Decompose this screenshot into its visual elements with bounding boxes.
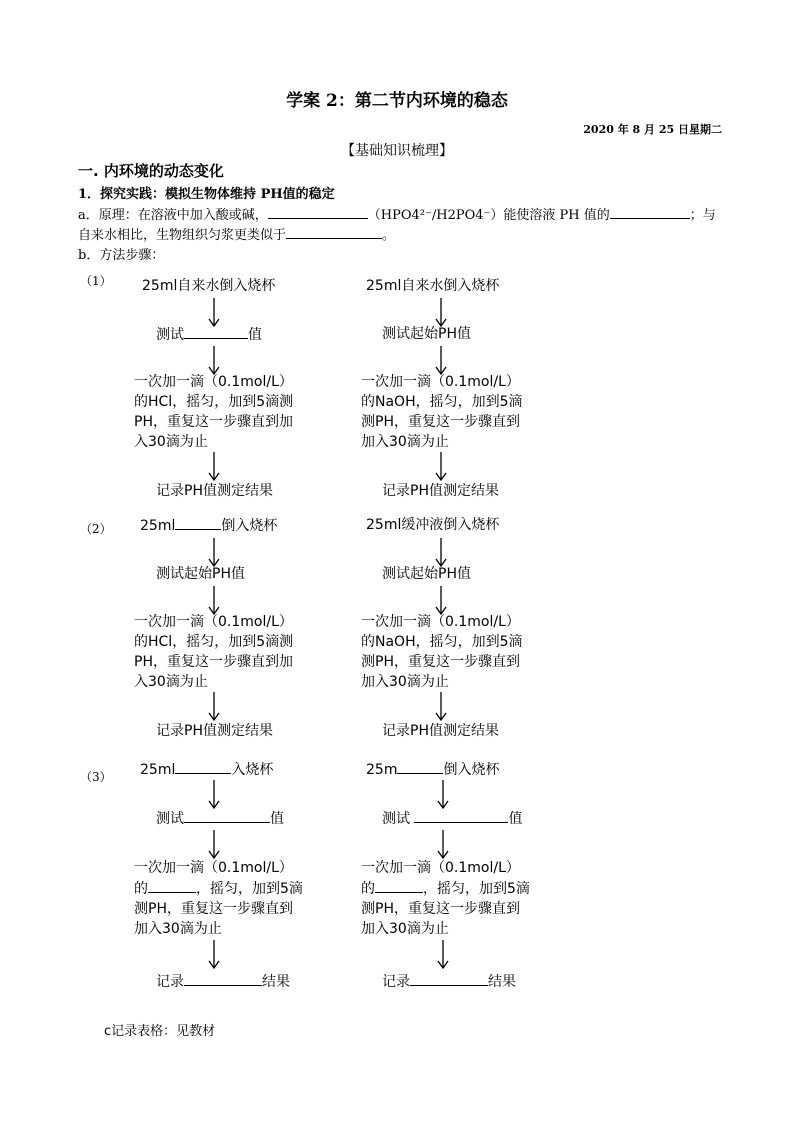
test-prefix: 测试	[156, 811, 184, 827]
exp3-left-record	[156, 971, 290, 992]
exp2-left-start	[140, 515, 277, 536]
blank-field	[184, 808, 270, 823]
blank-field	[610, 204, 690, 219]
exp1-left-add: 一次加一滴（0.1mol/L）的HCl，摇匀，加到5滴测PH，重复这一步骤直到加入30滴为止	[134, 374, 294, 450]
arrow-down-icon	[208, 780, 220, 810]
exp3-right-test	[382, 808, 522, 829]
page-title: 学案 2：第二节内环境的稳态	[286, 91, 508, 111]
exp1-left-test	[156, 324, 262, 345]
exp2-left-record: 记录PH值测定结果	[156, 723, 273, 739]
exp2-right-test: 测试起始PH值	[382, 566, 471, 582]
start-suffix: 倒入烧杯	[443, 762, 500, 778]
arrow-down-icon	[437, 830, 449, 860]
arrow-down-icon	[437, 940, 449, 970]
blank-field	[148, 878, 196, 893]
exp2-left-test: 测试起始PH值	[156, 566, 245, 582]
principle-line2-end: 。	[382, 228, 396, 243]
test-suffix: 值	[508, 811, 523, 827]
principle-end: ；与	[689, 208, 716, 223]
principle-mid: （HPO4²⁻/H2PO4⁻）能使溶液 PH 值的	[367, 208, 610, 223]
principle-line2-prefix: 自来水相比，生物组织匀浆更类似于	[78, 228, 287, 243]
exp2-right-add: 一次加一滴（0.1mol/L）的NaOH，摇匀，加到5滴测PH，重复这一步骤直到加入30滴为止	[361, 614, 523, 690]
blank-field	[268, 204, 368, 219]
blank-field	[410, 971, 488, 986]
test-suffix: 值	[270, 811, 284, 827]
blank-field	[375, 878, 423, 893]
exp1-right-record: 记录PH值测定结果	[382, 483, 499, 499]
blank-field	[414, 808, 508, 823]
principle-line-1	[78, 204, 716, 223]
blank-field	[175, 515, 221, 530]
arrow-down-icon	[435, 692, 447, 722]
blank-field	[175, 759, 231, 774]
exp2-right-record: 记录PH值测定结果	[382, 723, 499, 739]
arrow-down-icon	[208, 692, 220, 722]
principle-prefix: a．原理：在溶液中加入酸或碱，	[78, 208, 268, 223]
step-label-3: （3）	[80, 770, 112, 784]
section-heading: 【基础知识梳理】	[341, 143, 453, 159]
subheading-experiment: 1．探究实践：模拟生物体维持 PH值的稳定	[78, 187, 335, 202]
date-line: 2020 年 8 月 25 日星期二	[583, 123, 722, 136]
record-prefix: 记录	[156, 974, 184, 990]
exp3-right-start	[366, 759, 499, 780]
add-suffix: ，摇匀，加到5滴测PH，重复这一步骤直到加入30滴为止	[361, 881, 530, 937]
blank-field	[184, 971, 262, 986]
exp1-left-record: 记录PH值测定结果	[156, 483, 273, 499]
exp3-right-record	[382, 971, 516, 992]
arrow-down-icon	[437, 780, 449, 810]
method-label: b．方法步骤：	[78, 248, 165, 263]
add-prefix: 一次加一滴（0.1mol/L）的	[134, 860, 293, 897]
principle-line-2	[78, 224, 395, 243]
exp1-left-start: 25ml自来水倒入烧杯	[142, 278, 276, 294]
test-prefix: 测试	[382, 811, 415, 827]
add-suffix: ，摇匀，加到5滴测PH，重复这一步骤直到加入30滴为止	[134, 881, 303, 937]
start-suffix: 入烧杯	[231, 762, 274, 778]
exp3-left-test	[156, 808, 284, 829]
record-suffix: 结果	[488, 974, 516, 990]
start-prefix: 25ml	[140, 518, 176, 534]
exp2-left-add: 一次加一滴（0.1mol/L）的HCl，摇匀，加到5滴测PH，重复这一步骤直到加入30滴为止	[134, 614, 294, 690]
step-label-2: （2）	[80, 522, 112, 536]
arrow-down-icon	[208, 940, 220, 970]
exp1-right-add: 一次加一滴（0.1mol/L）的NaOH，摇匀，加到5滴测PH，重复这一步骤直到加入30滴为止	[361, 374, 523, 450]
blank-field	[286, 224, 382, 239]
arrow-down-icon	[435, 452, 447, 482]
exp3-right-add	[361, 858, 531, 939]
record-table-note: c记录表格：见教材	[104, 1024, 216, 1039]
blank-field	[184, 324, 248, 339]
record-suffix: 结果	[262, 974, 290, 990]
exp1-right-test: 测试起始PH值	[382, 326, 471, 342]
step-label-1: （1）	[80, 274, 112, 288]
start-prefix: 25m	[366, 762, 398, 778]
heading-dynamic-change: 一. 内环境的动态变化	[78, 162, 224, 180]
start-suffix: 倒入烧杯	[221, 518, 278, 534]
exp2-right-start: 25ml缓冲液倒入烧杯	[366, 517, 500, 533]
test-prefix: 测试	[156, 327, 184, 343]
arrow-down-icon	[208, 452, 220, 482]
exp3-left-add	[134, 858, 304, 939]
record-prefix: 记录	[382, 974, 410, 990]
blank-field	[397, 759, 443, 774]
test-suffix: 值	[248, 327, 262, 343]
arrow-down-icon	[208, 830, 220, 860]
exp1-right-start: 25ml自来水倒入烧杯	[366, 278, 500, 294]
exp3-left-start	[140, 759, 273, 780]
start-prefix: 25ml	[140, 762, 176, 778]
add-prefix: 一次加一滴（0.1mol/L）的	[361, 860, 520, 897]
